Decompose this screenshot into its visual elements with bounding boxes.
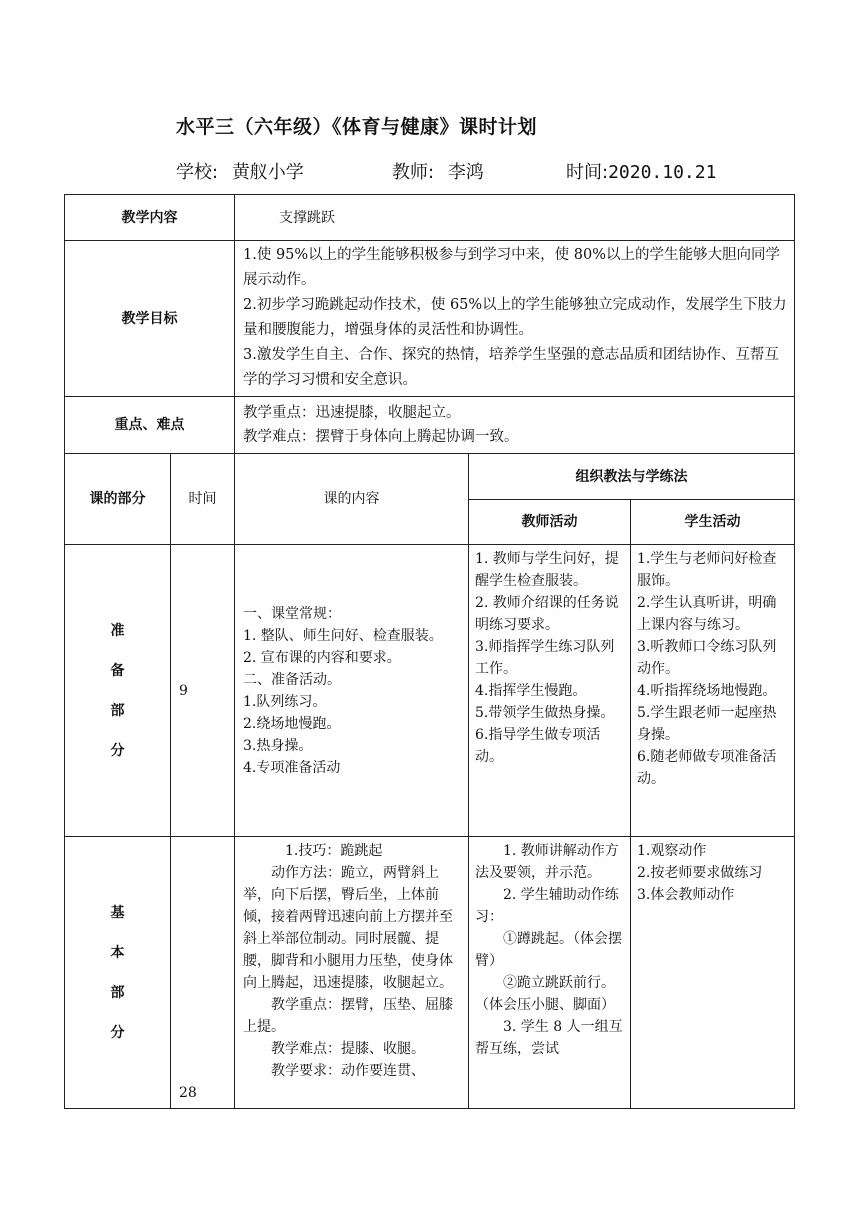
section-teacher-prep	[469, 545, 631, 837]
part-char: 部	[110, 702, 125, 719]
section-content-prep	[235, 545, 469, 837]
student-line: 2.按老师要求做练习	[637, 865, 763, 881]
time-value: 2020.10.21	[608, 162, 717, 183]
teacher-line: 5.带领学生做热身操。	[475, 705, 615, 721]
teacher-line: 2. 教师介绍课的任务说明练习要求。	[475, 595, 619, 633]
student-line: 3.听教师口令练习队列动作。	[637, 639, 777, 677]
teacher-line: 4.指挥学生慢跑。	[475, 683, 587, 699]
student-line: 3.体会教师动作	[637, 887, 735, 903]
key-focus: 教学重点：迅速提膝，收腿起立。	[243, 405, 461, 421]
part-char: 分	[110, 742, 125, 759]
content-line: 1. 整队、师生问好、检查服装。	[243, 627, 443, 644]
teacher-line: 1. 教师与学生问好，提醒学生检查服装。	[475, 551, 619, 589]
content-line: 教学要求：动作要连贯、	[271, 1063, 425, 1079]
teacher-meta	[392, 158, 484, 184]
header-student: 学生活动	[631, 500, 795, 545]
content-line: 3.热身操。	[243, 737, 313, 754]
part-char: 备	[110, 662, 125, 679]
section-time-main: 28	[171, 837, 235, 1109]
header-content: 课的内容	[235, 454, 469, 545]
content-line: 二、准备活动。	[243, 671, 341, 688]
goals-list	[235, 241, 795, 397]
section-teacher-main	[469, 837, 631, 1109]
part-char: 部	[110, 984, 125, 1001]
content-line: 动作方法：跪立，两臂斜上举，向下后摆，臀后坐，上体前倾，接着两臂迅速向前上方摆并至斜上举部位制动。同时展髋、提腰，脚背和小腿用力压垫，使身体向上腾起，迅速提膝，收腿起立。	[243, 865, 453, 991]
part-char: 基	[110, 904, 125, 921]
section-part-prep	[65, 545, 171, 837]
page-title: 水平三（六年级）《体育与健康》课时计划	[176, 116, 538, 138]
header-method: 组织教法与学练法	[469, 454, 795, 500]
keypoints-text	[235, 397, 795, 454]
keypoints-row	[65, 397, 795, 454]
content-line: 教学难点：提膝、收腿。	[271, 1041, 425, 1057]
school-name: 黄舣小学	[231, 162, 304, 183]
content-line: 一、课堂常规：	[243, 605, 341, 622]
section-row-main	[65, 837, 795, 1109]
goals-label: 教学目标	[65, 241, 235, 397]
content-line: 1.队列练习。	[243, 693, 327, 710]
student-line: 1.学生与老师问好检查服饰。	[637, 551, 777, 589]
school-label: 学校:	[176, 162, 219, 183]
content-line: 2.绕场地慢跑。	[243, 715, 341, 732]
teacher-line: 6.指导学生做专项活动。	[475, 727, 601, 765]
time-label: 时间:	[566, 162, 609, 183]
teacher-line: 2. 学生辅助动作练习：	[475, 887, 619, 925]
part-char: 准	[110, 622, 125, 639]
key-difficulty: 教学难点：摆臂于身体向上腾起协调一致。	[243, 429, 519, 445]
teacher-line: 1. 教师讲解动作方法及要领，并示范。	[475, 843, 619, 881]
teacher-label: 教师:	[392, 162, 435, 183]
lesson-plan-table	[64, 194, 795, 1109]
part-char: 分	[110, 1024, 125, 1041]
section-student-prep	[631, 545, 795, 837]
teacher-line: ②跪立跳跃前行。（体会压小腿、脚面）	[475, 975, 615, 1013]
teacher-line: 3. 学生 8 人一组互帮互练，尝试	[475, 1019, 623, 1057]
student-line: 1.观察动作	[637, 843, 707, 859]
content-label: 教学内容	[65, 195, 235, 241]
content-line: 2. 宣布课的内容和要求。	[243, 649, 401, 666]
section-time-prep: 9	[171, 545, 235, 837]
student-line: 4.听指挥绕场地慢跑。	[637, 683, 777, 699]
section-part-main	[65, 837, 171, 1109]
part-char: 本	[110, 944, 125, 961]
student-line: 5.学生跟老师一起座热身操。	[637, 705, 777, 743]
content-line: 1.技巧：跪跳起	[285, 843, 383, 859]
content-row	[65, 195, 795, 241]
time-meta	[566, 158, 716, 184]
section-content-main	[235, 837, 469, 1109]
goal-item: 3.激发学生自主、合作、探究的热情，培养学生坚强的意志品质和团结协作、互帮互学的学习习惯和安全意识。	[243, 347, 779, 388]
student-line: 6.随老师做专项准备活动。	[637, 749, 777, 787]
section-student-main	[631, 837, 795, 1109]
goals-row	[65, 241, 795, 397]
keypoints-label: 重点、难点	[65, 397, 235, 454]
header-part: 课的部分	[65, 454, 171, 545]
goal-item: 2.初步学习跪跳起动作技术，使 65%以上的学生能够独立完成动作，发展学生下肢力量和腰腹能力，增强身体的灵活性和协调性。	[243, 297, 787, 338]
goal-item: 1.使 95%以上的学生能够积极参与到学习中来，使 80%以上的学生能够大胆向同学展示动作。	[243, 247, 781, 288]
teacher-name: 李鸿	[447, 162, 484, 183]
header-time: 时间	[171, 454, 235, 545]
content-line: 教学重点：摆臂，压垫、屈膝上提。	[243, 997, 453, 1035]
content-line: 4.专项准备活动	[243, 759, 341, 776]
section-row-prep	[65, 545, 795, 837]
content-value: 支撑跳跃	[235, 195, 795, 241]
teacher-line: ①蹲跳起。（体会摆臂）	[475, 931, 622, 969]
header-teacher: 教师活动	[469, 500, 631, 545]
student-line: 2.学生认真听讲，明确上课内容与练习。	[637, 595, 777, 633]
teacher-line: 3.师指挥学生练习队列工作。	[475, 639, 615, 677]
school-meta	[176, 158, 304, 184]
header-row-1	[65, 454, 795, 500]
